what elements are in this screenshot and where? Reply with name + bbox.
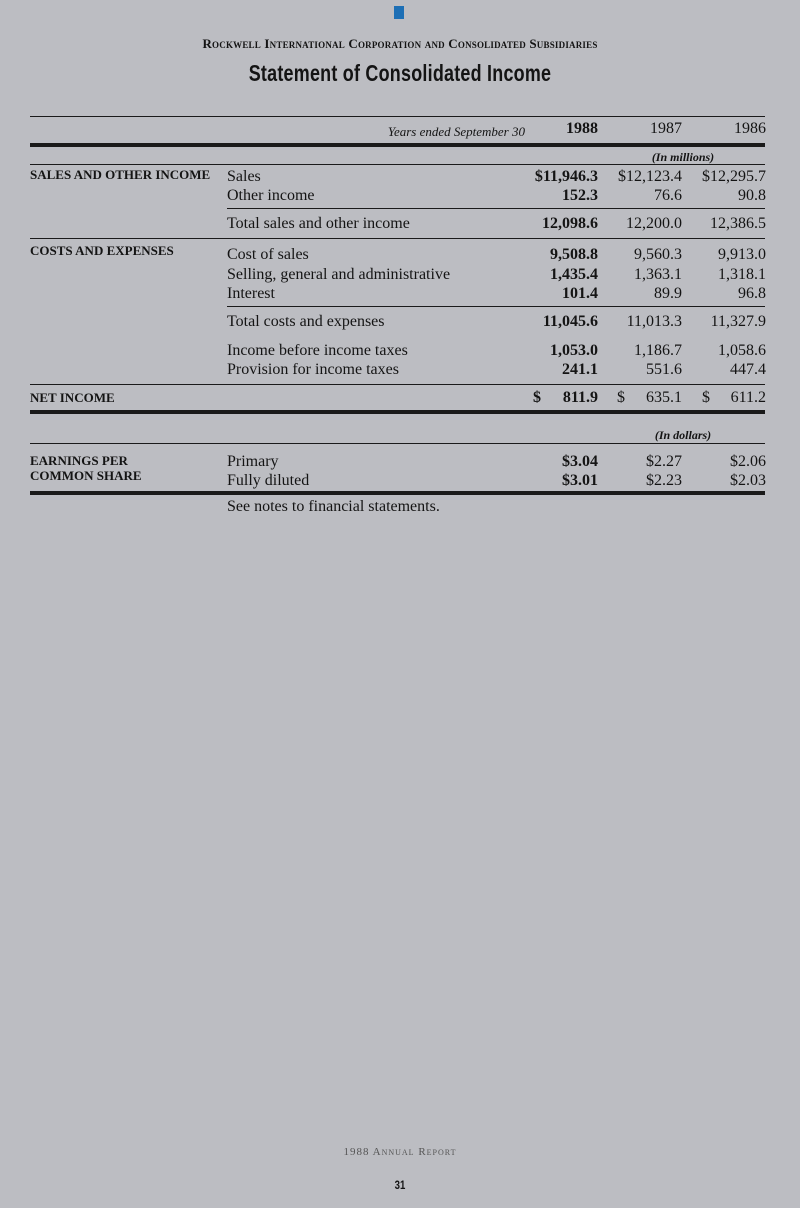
section-net-income: NET INCOME — [30, 390, 115, 405]
diluted-1986: $2.03 — [730, 472, 766, 489]
sga-1988: 1,435.4 — [550, 266, 598, 283]
section-eps-line1: EARNINGS PER — [30, 453, 128, 468]
pretax-1986: 1,058.6 — [718, 342, 766, 359]
unit-millions: (In millions) — [651, 150, 715, 164]
section-rule — [30, 238, 765, 239]
other-1986: 90.8 — [738, 187, 766, 204]
tax-1986: 447.4 — [730, 361, 766, 378]
subtotal-rule — [227, 306, 765, 307]
report-footer: 1988 Annual Report — [343, 1146, 457, 1158]
brand-square-icon — [394, 6, 404, 19]
cost-1986: 9,913.0 — [718, 246, 766, 263]
pretax-1987: 1,186.7 — [634, 342, 682, 359]
section-sales: SALES AND OTHER INCOME — [30, 167, 211, 182]
net-1987: 635.1 — [646, 389, 682, 406]
year-1987: 1987 — [650, 120, 682, 137]
pretax-1988: 1,053.0 — [550, 342, 598, 359]
diluted-1988: $3.01 — [562, 472, 598, 489]
net-dollar-1987: $ — [617, 389, 625, 406]
primary-1988: $3.04 — [562, 453, 598, 470]
primary-1986: $2.06 — [730, 453, 766, 470]
net-dollar-1988: $ — [533, 389, 541, 406]
sales-1987: $12,123.4 — [618, 168, 682, 185]
sales-1988: $11,946.3 — [534, 168, 598, 185]
total-costs-1987: 11,013.3 — [626, 313, 682, 330]
year-1988: 1988 — [566, 120, 598, 137]
row-primary-label: Primary — [227, 453, 279, 470]
total-costs-1986: 11,327.9 — [710, 313, 766, 330]
row-tax-label: Provision for income taxes — [227, 361, 399, 378]
page-number: 31 — [394, 1178, 406, 1192]
header-rule — [30, 143, 765, 147]
footnote: See notes to financial statements. — [227, 498, 440, 515]
subtotal-rule — [227, 208, 765, 209]
total-costs-1988: 11,045.6 — [542, 313, 598, 330]
net-1988: 811.9 — [562, 389, 598, 406]
total-sales-1987: 12,200.0 — [626, 215, 682, 232]
statement-title: Statement of Consolidated Income — [248, 60, 552, 86]
unit-rule — [30, 164, 765, 165]
row-other-label: Other income — [227, 187, 315, 204]
company-name: Rockwell International Corporation and Consolidated Subsidiaries — [202, 36, 598, 51]
row-cost-label: Cost of sales — [227, 246, 309, 263]
net-1986: 611.2 — [730, 389, 766, 406]
year-1986: 1986 — [734, 120, 766, 137]
section-rule — [30, 384, 765, 385]
other-1988: 152.3 — [562, 187, 598, 204]
interest-1986: 96.8 — [738, 285, 766, 302]
interest-1987: 89.9 — [654, 285, 682, 302]
sales-1986: $12,295.7 — [702, 168, 766, 185]
tax-1988: 241.1 — [562, 361, 598, 378]
primary-1987: $2.27 — [646, 453, 682, 470]
diluted-1987: $2.23 — [646, 472, 682, 489]
row-total-sales-label: Total sales and other income — [227, 215, 410, 232]
row-total-costs-label: Total costs and expenses — [227, 313, 385, 330]
cost-1988: 9,508.8 — [550, 246, 598, 263]
years-ended-label: Years ended September 30 — [387, 124, 525, 139]
net-dollar-1986: $ — [702, 389, 710, 406]
row-diluted-label: Fully diluted — [227, 472, 310, 489]
sga-1986: 1,318.1 — [718, 266, 766, 283]
section-eps-line2: COMMON SHARE — [30, 468, 142, 483]
total-sales-1986: 12,386.5 — [710, 215, 766, 232]
tax-1987: 551.6 — [646, 361, 682, 378]
total-sales-1988: 12,098.6 — [542, 215, 598, 232]
cost-1987: 9,560.3 — [634, 246, 682, 263]
row-interest-label: Interest — [227, 285, 275, 302]
interest-1988: 101.4 — [562, 285, 598, 302]
section-costs: COSTS AND EXPENSES — [30, 243, 174, 258]
sga-1987: 1,363.1 — [634, 266, 682, 283]
bottom-rule — [30, 491, 765, 495]
net-rule — [30, 410, 765, 414]
row-sga-label: Selling, general and administrative — [227, 266, 451, 283]
unit-dollars: (In dollars) — [654, 428, 712, 442]
unit-rule — [30, 443, 765, 444]
top-rule — [30, 116, 765, 117]
other-1987: 76.6 — [654, 187, 682, 204]
row-pretax-label: Income before income taxes — [227, 342, 408, 359]
row-sales-label: Sales — [227, 168, 261, 185]
